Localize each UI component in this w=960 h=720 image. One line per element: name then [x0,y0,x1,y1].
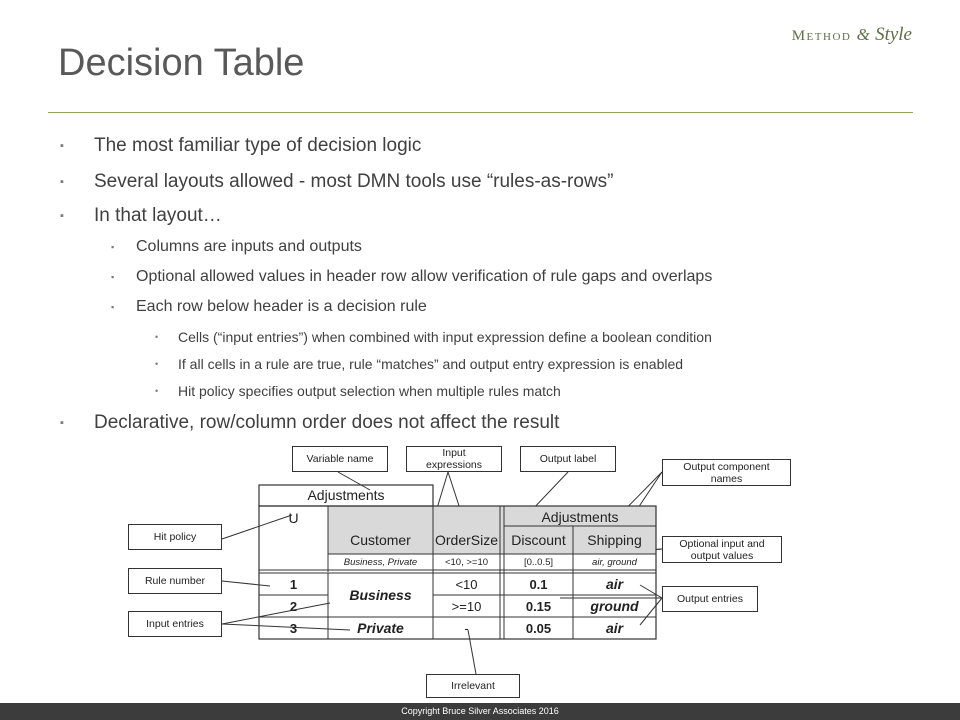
output-entry: 0.05 [525,621,552,636]
allowed-customer: Business, Private [343,557,418,568]
callout-irrelevant: Irrelevant [426,674,520,698]
footer-copyright: Copyright Bruce Silver Associates 2016 [0,703,960,720]
bullet-3-3-2: If all cells in a rule are true, rule “matches” and output entry expression is enabled [178,356,684,372]
rule-number: 2 [289,599,298,614]
output-entry: 0.1 [529,577,548,592]
output-header-shipping: Shipping [587,532,642,548]
allowed-discount: [0..0.5] [523,557,554,568]
bullet-3: In that layout… [94,205,222,226]
bullet-1: The most familiar type of decision logic [94,135,422,156]
bullet-marker: ▪ [60,210,64,222]
hit-policy: U [288,510,299,526]
callout-output-entries: Output entries [662,586,758,612]
bullet-3-2: Optional allowed values in header row allow verification of rule gaps and overlaps [136,268,713,285]
input-header-customer: Customer [350,532,411,548]
output-entry: air [605,576,624,592]
bullet-marker: ▪ [111,242,115,252]
output-entry: air [605,620,624,636]
bullet-2: Several layouts allowed - most DMN tools use “rules-as-rows” [94,171,614,192]
output-label: Adjustments [541,509,619,525]
callout-output-label: Output label [520,446,616,472]
bullet-marker: ▪ [111,302,115,312]
callout-input-expressions: Input expressions [406,446,502,472]
output-entry: 0.15 [525,599,552,614]
callout-variable-name: Variable name [292,446,388,472]
bullet-marker: ▪ [60,417,64,429]
bullet-3-3: Each row below header is a decision rule [136,298,427,315]
bullet-marker: • [155,332,159,342]
bullet-marker: ▪ [60,140,64,152]
bullet-4: Declarative, row/column order does not affect the result [94,412,560,433]
output-entry: ground [590,598,639,614]
decision-table [258,484,656,640]
input-header-ordersize: OrderSize [434,532,499,548]
input-entry: >=10 [451,599,482,614]
bullet-3-3-3: Hit policy specifies output selection when multiple rules match [178,383,561,399]
variable-name: Adjustments [307,487,385,503]
bullet-marker: ▪ [111,272,115,282]
callout-rule-number: Rule number [128,568,222,594]
input-entry-irrelevant: - [464,621,469,636]
input-entry-merged: Business [349,587,412,603]
rule-number: 1 [289,577,298,592]
input-entry: Private [357,620,404,636]
callout-input-entries: Input entries [128,611,222,637]
allowed-ordersize: <10, >=10 [444,557,489,568]
slide-title: Decision Table [58,42,305,84]
callout-output-component-names: Output component names [662,459,791,486]
brand-style: Style [875,24,912,45]
callout-optional-values: Optional input and output values [662,536,782,563]
input-entry: <10 [455,577,478,592]
rule-number: 3 [289,621,298,636]
allowed-shipping: air, ground [592,557,637,568]
bullet-3-1: Columns are inputs and outputs [136,238,362,255]
bullet-marker: ▪ [60,176,64,188]
bullet-marker: • [155,386,159,396]
output-header-discount: Discount [511,532,566,548]
bullet-3-3-1: Cells (“input entries”) when combined with input expression define a boolean condition [178,329,712,345]
brand-amp: & [856,25,870,44]
brand-method: Method [791,28,852,44]
bullet-marker: • [155,359,159,369]
callout-hit-policy: Hit policy [128,524,222,550]
